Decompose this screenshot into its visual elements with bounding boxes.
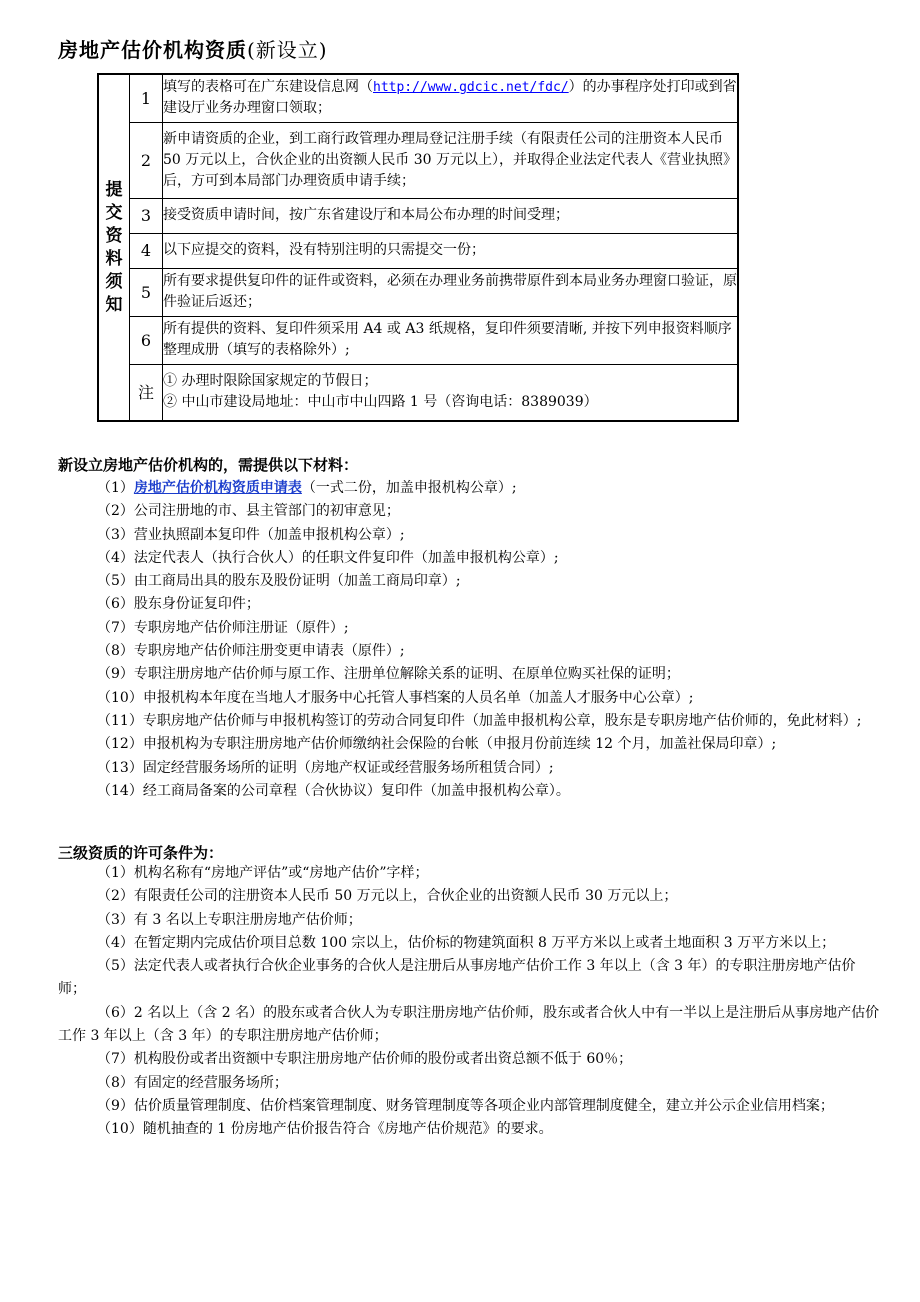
notice-row-number: 4 bbox=[130, 233, 163, 268]
notice-note-text bbox=[163, 364, 739, 421]
submission-notice-table bbox=[97, 73, 739, 422]
page-title bbox=[58, 34, 328, 63]
notice-row-number: 3 bbox=[130, 198, 163, 233]
list-item: （9）估价质量管理制度、估价档案管理制度、财务管理制度等各项企业内部管理制度健全，建立并公示企业信用档案； bbox=[97, 1097, 834, 1114]
list-item: （1）机构名称有“房地产评估”或“房地产估价”字样； bbox=[97, 865, 429, 881]
notice-side-label bbox=[98, 74, 130, 421]
list-item: （6）2 名以上（含 2 名）的股东或者合伙人为专职注册房地产估价师，股东或者合伙人中有一半以上是注册后从事房地产估价工作 3 年以上（含 3 年）的专职注册房地产估价师； bbox=[58, 1004, 880, 1045]
list-item: （2）公司注册地的市、县主管部门的初审意见； bbox=[97, 503, 400, 520]
notice-row-text bbox=[163, 74, 739, 122]
notice-row-number: 1 bbox=[130, 74, 163, 122]
notice-row bbox=[98, 74, 738, 122]
notice-row-number: 5 bbox=[130, 268, 163, 316]
notice-text-after: ）的办事程序处打印或到省建设厅业务办理窗口领取； bbox=[163, 79, 737, 117]
list-item: （3）有 3 名以上专职注册房地产估价师； bbox=[97, 911, 362, 928]
list-item: （12）申报机构为专职注册房地产估价师缴纳社会保险的台帐（申报月份前连续 12 个月，加盖社保局印章）; bbox=[97, 736, 777, 753]
list-item: （7）机构股份或者出资额中专职注册房地产估价师的股份或者出资总额不低于 60％； bbox=[97, 1051, 633, 1068]
notice-row-text: 所有提供的资料、复印件须采用 A4 或 A3 纸规格，复印件须要清晰, 并按下列申报资料顺序整理成册（填写的表格除外）; bbox=[163, 316, 739, 364]
conditions-heading: 三级资质的许可条件为： bbox=[58, 844, 224, 862]
notice-note-label: 注 bbox=[130, 364, 163, 421]
gdcic-link[interactable]: http://www.gdcic.net/fdc/ bbox=[373, 80, 569, 96]
note-line: ① 办理时限除国家规定的节假日； bbox=[163, 373, 378, 390]
list-item: （3）营业执照副本复印件（加盖申报机构公章）; bbox=[97, 526, 405, 543]
notice-row bbox=[98, 316, 738, 364]
list-item: （8）有固定的经营服务场所； bbox=[97, 1074, 288, 1091]
notice-row bbox=[98, 268, 738, 316]
list-item-suffix: （一式二份，加盖申报机构公章）; bbox=[301, 480, 517, 496]
notice-row-number: 6 bbox=[130, 316, 163, 364]
notice-row-text: 接受资质申请时间，按广东省建设厅和本局公布办理的时间受理； bbox=[163, 198, 739, 233]
notice-row-text: 新申请资质的企业，到工商行政管理办理局登记注册手续（有限责任公司的注册资本人民币 50 万元以上，合伙企业的出资额人民币 30 万元以上），并取得企业法定代表人《营业执照》后，方可到本局部门办理资质申请手续； bbox=[163, 122, 739, 198]
list-item: （4）在暂定期内完成估价项目总数 100 宗以上，估价标的物建筑面积 8 万平方米以上或者土地面积 3 万平方米以上； bbox=[97, 934, 836, 951]
notice-row-text: 以下应提交的资料，没有特别注明的只需提交一份； bbox=[163, 233, 739, 268]
side-char: 料 bbox=[105, 248, 123, 269]
list-item-prefix: （1） bbox=[97, 480, 134, 496]
materials-list bbox=[58, 477, 880, 803]
note-line: ② 中山市建设局地址：中山市中山四路 1 号（咨询电话：8389039） bbox=[163, 394, 598, 411]
list-item: （7）专职房地产估价师注册证（原件）; bbox=[97, 619, 349, 636]
side-char: 交 bbox=[105, 202, 123, 223]
conditions-list bbox=[58, 862, 880, 1142]
list-item: （13）固定经营服务场所的证明（房地产权证或经营服务场所租赁合同）; bbox=[97, 759, 554, 776]
notice-row-number: 2 bbox=[130, 122, 163, 198]
list-item bbox=[58, 477, 880, 500]
side-char: 须 bbox=[105, 271, 123, 292]
page-title-main: 房地产估价机构资质 bbox=[58, 38, 247, 62]
notice-row bbox=[98, 122, 738, 198]
notice-row bbox=[98, 233, 738, 268]
page-title-sub: (新设立) bbox=[247, 38, 328, 62]
application-form-link[interactable]: 房地产估价机构资质申请表 bbox=[133, 480, 302, 496]
list-item: （10）申报机构本年度在当地人才服务中心托管人事档案的人员名单（加盖人才服务中心公章）; bbox=[97, 689, 694, 706]
notice-text-before: 填写的表格可在广东建设信息网（ bbox=[163, 79, 373, 96]
materials-heading: 新设立房地产估价机构的，需提供以下材料： bbox=[58, 456, 359, 474]
side-char: 提 bbox=[105, 179, 123, 200]
list-item: （5）由工商局出具的股东及股份证明（加盖工商局印章）; bbox=[97, 573, 461, 590]
notice-row-text: 所有要求提供复印件的证件或资料，必须在办理业务前携带原件到本局业务办理窗口验证，原件验证后返还； bbox=[163, 268, 739, 316]
notice-row bbox=[98, 198, 738, 233]
list-item: （8）专职房地产估价师注册变更申请表（原件）; bbox=[97, 643, 405, 660]
list-item: （5）法定代表人或者执行合伙企业事务的合伙人是注册后从事房地产估价工作 3 年以上（含 3 年）的专职注册房地产估价师； bbox=[58, 958, 856, 998]
list-item: （10）随机抽查的 1 份房地产估价报告符合《房地产估价规范》的要求。 bbox=[97, 1121, 553, 1138]
side-char: 知 bbox=[105, 294, 123, 315]
list-item: （9）专职注册房地产估价师与原工作、注册单位解除关系的证明、在原单位购买社保的证明； bbox=[97, 666, 680, 683]
side-char: 资 bbox=[105, 225, 123, 246]
list-item: （4）法定代表人（执行合伙人）的任职文件复印件（加盖申报机构公章）; bbox=[97, 549, 559, 566]
list-item: （14）经工商局备案的公司章程（合伙协议）复印件（加盖申报机构公章）。 bbox=[97, 782, 570, 799]
notice-row bbox=[98, 364, 738, 421]
list-item: （2）有限责任公司的注册资本人民币 50 万元以上，合伙企业的出资额人民币 30 万元以上； bbox=[97, 888, 678, 905]
list-item: （11）专职房地产估价师与申报机构签订的劳动合同复印件（加盖申报机构公章，股东是专职房地产估价师的，免此材料）; bbox=[97, 712, 862, 729]
list-item: （6）股东身份证复印件； bbox=[97, 596, 260, 613]
